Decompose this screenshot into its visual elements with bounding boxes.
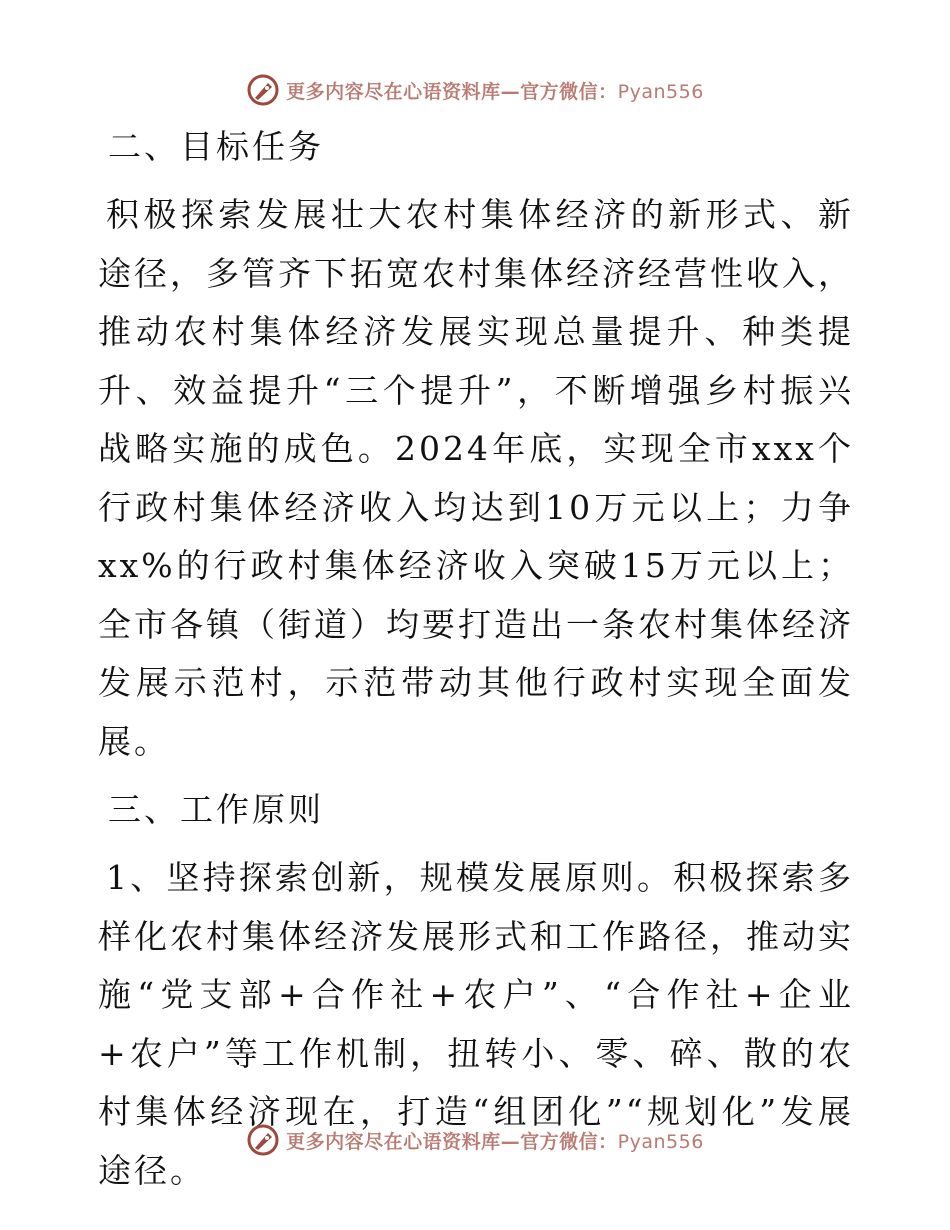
document-body xyxy=(98,118,854,1200)
footer-watermark xyxy=(0,1120,950,1160)
section-heading-principles: 三、工作原则 xyxy=(108,790,324,829)
watermark-text: 更多内容尽在心语资料库—官方微信：Pyan556 xyxy=(286,80,704,103)
pen-nib-logo-icon xyxy=(246,73,280,107)
pen-nib-logo-icon xyxy=(246,1123,280,1157)
section-paragraph-principles: 1、坚持探索创新，规模发展原则。积极探索多样化农村集体经济发展形式和工作路径，推动实施“党支部+合作社+农户”、“合作社+企业+农户”等工作机制，扭转小、零、碎、散的农村集体经济现在，打造“组团化”“规划化”发展途径。 xyxy=(98,858,854,1190)
header-watermark xyxy=(0,70,950,110)
section-heading-goals: 二、目标任务 xyxy=(108,127,324,166)
section-paragraph-goals: 积极探索发展壮大农村集体经济的新形式、新途径，多管齐下拓宽农村集体经济经营性收入，推动农村集体经济发展实现总量提升、种类提升、效益提升“三个提升”，不断增强乡村振兴战略实施的成色。2024年底，实现全市xxx个行政村集体经济收入均达到10万元以上；力争xx%的行政村集体经济收入突破15万元以上；全市各镇（街道）均要打造出一条农村集体经济发展示范村，示范带动其他行政村实现全面发展。 xyxy=(98,195,854,761)
watermark-text: 更多内容尽在心语资料库—官方微信：Pyan556 xyxy=(286,1130,704,1153)
